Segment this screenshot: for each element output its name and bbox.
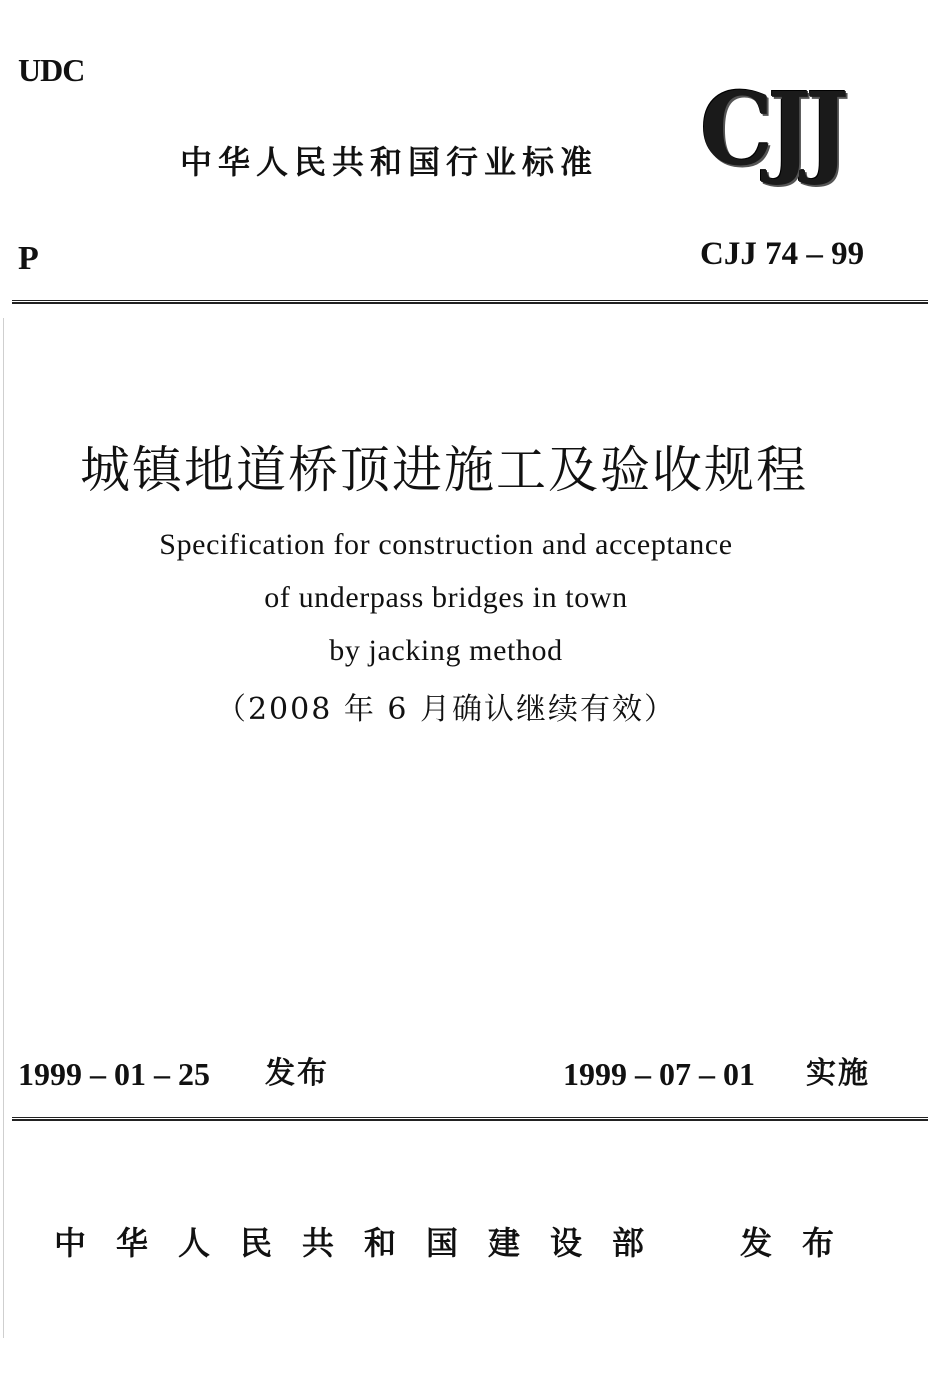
title-english [46, 518, 846, 677]
udc-label: UDC [18, 52, 85, 88]
validity-note: （2008 年 6 月确认继续有效） [215, 692, 677, 727]
title-english-line: of underpass bridges in town [264, 581, 628, 614]
title-english-line: Specification for construction and acceptance [159, 528, 733, 561]
left-edge-line [3, 318, 4, 1338]
issuer-publish-label: 发布 [740, 1224, 865, 1262]
standard-number: CJJ 74 – 99 [700, 236, 865, 272]
issue-label: 发布 [265, 1056, 329, 1091]
cjj-logo: CJJ [700, 70, 844, 188]
issue-date: 1999 – 01 – 25 [18, 1056, 210, 1092]
standard-type: 中华人民共和国行业标准 [180, 143, 599, 181]
effective-date: 1999 – 07 – 01 [563, 1056, 755, 1092]
top-divider [12, 300, 928, 304]
title-chinese: 城镇地道桥顶进施工及验收规程 [80, 441, 808, 499]
effective-label: 实施 [806, 1056, 870, 1091]
classification-code: P [18, 240, 39, 277]
bottom-divider [12, 1117, 928, 1121]
title-english-line: by jacking method [329, 634, 563, 667]
issuing-authority: 中华人民共和国建设部 [54, 1224, 675, 1262]
